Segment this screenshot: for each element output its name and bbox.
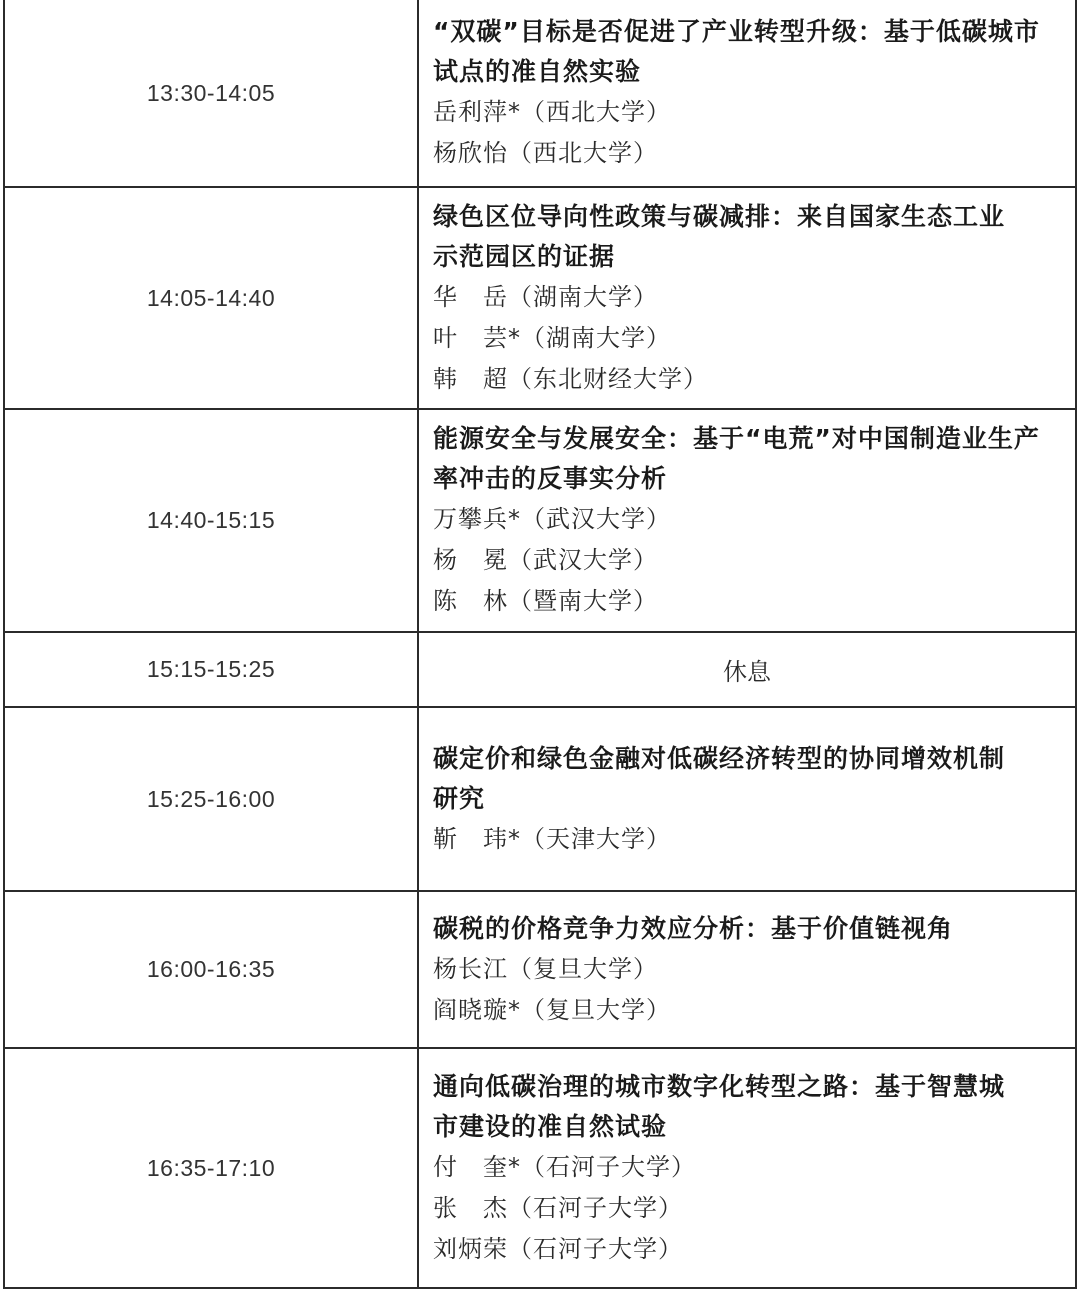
paper-title-line: 市建设的准自然试验 <box>433 1111 668 1141</box>
time-slot: 16:35-17:10 <box>4 1048 418 1288</box>
author: 张 杰（石河子大学） <box>433 1193 683 1222</box>
break-label: 休息 <box>418 632 1076 707</box>
session-cell <box>418 1048 1076 1288</box>
paper-title-line: “双碳”目标是否促进了产业转型升级：基于低碳城市 <box>433 17 1040 46</box>
author: 韩 超（东北财经大学） <box>433 364 708 393</box>
paper-title-line: 碳税的价格竞争力效应分析：基于价值链视角 <box>433 913 954 943</box>
session-cell <box>418 0 1076 187</box>
session-cell <box>418 187 1076 409</box>
author: 靳 玮*（天津大学） <box>433 824 671 853</box>
paper-title-line: 绿色区位导向性政策与碳减排：来自国家生态工业 <box>433 201 1006 231</box>
paper-title-line: 通向低碳治理的城市数字化转型之路：基于智慧城 <box>433 1071 1006 1101</box>
session-cell <box>418 891 1076 1048</box>
author: 陈 林（暨南大学） <box>433 587 658 615</box>
paper-title-line: 试点的准自然实验 <box>433 57 642 86</box>
time-slot: 14:40-15:15 <box>4 409 418 632</box>
paper-title-line: 示范园区的证据 <box>433 241 616 271</box>
author: 付 奎*（石河子大学） <box>433 1152 696 1181</box>
schedule-row <box>4 0 1076 187</box>
author: 华 岳（湖南大学） <box>433 282 658 311</box>
schedule-row <box>4 707 1076 891</box>
time-slot: 15:25-16:00 <box>4 707 418 891</box>
time-slot: 15:15-15:25 <box>4 632 418 707</box>
time-slot: 16:00-16:35 <box>4 891 418 1048</box>
author: 阎晓璇*（复旦大学） <box>433 995 671 1024</box>
schedule-row <box>4 1048 1076 1288</box>
session-cell <box>418 409 1076 632</box>
paper-title-line: 能源安全与发展安全：基于“电荒”对中国制造业生产 <box>433 424 1040 453</box>
author: 杨 冕（武汉大学） <box>433 546 658 574</box>
author: 刘炳荣（石河子大学） <box>433 1234 683 1263</box>
paper-title-line: 研究 <box>433 783 486 813</box>
schedule-row <box>4 187 1076 409</box>
paper-title-line: 碳定价和绿色金融对低碳经济转型的协同增效机制 <box>433 743 1006 773</box>
author: 岳利萍*（西北大学） <box>433 98 671 126</box>
time-slot: 14:05-14:40 <box>4 187 418 409</box>
schedule-row <box>4 409 1076 632</box>
author: 叶 芸*（湖南大学） <box>433 323 671 352</box>
schedule-row <box>4 632 1076 707</box>
author: 杨长江（复旦大学） <box>433 954 658 983</box>
schedule-row <box>4 891 1076 1048</box>
schedule-table <box>3 0 1077 1289</box>
paper-title-line: 率冲击的反事实分析 <box>433 464 668 493</box>
author: 万攀兵*（武汉大学） <box>433 505 671 533</box>
session-cell <box>418 707 1076 891</box>
time-slot: 13:30-14:05 <box>4 0 418 187</box>
author: 杨欣怡（西北大学） <box>433 139 658 167</box>
